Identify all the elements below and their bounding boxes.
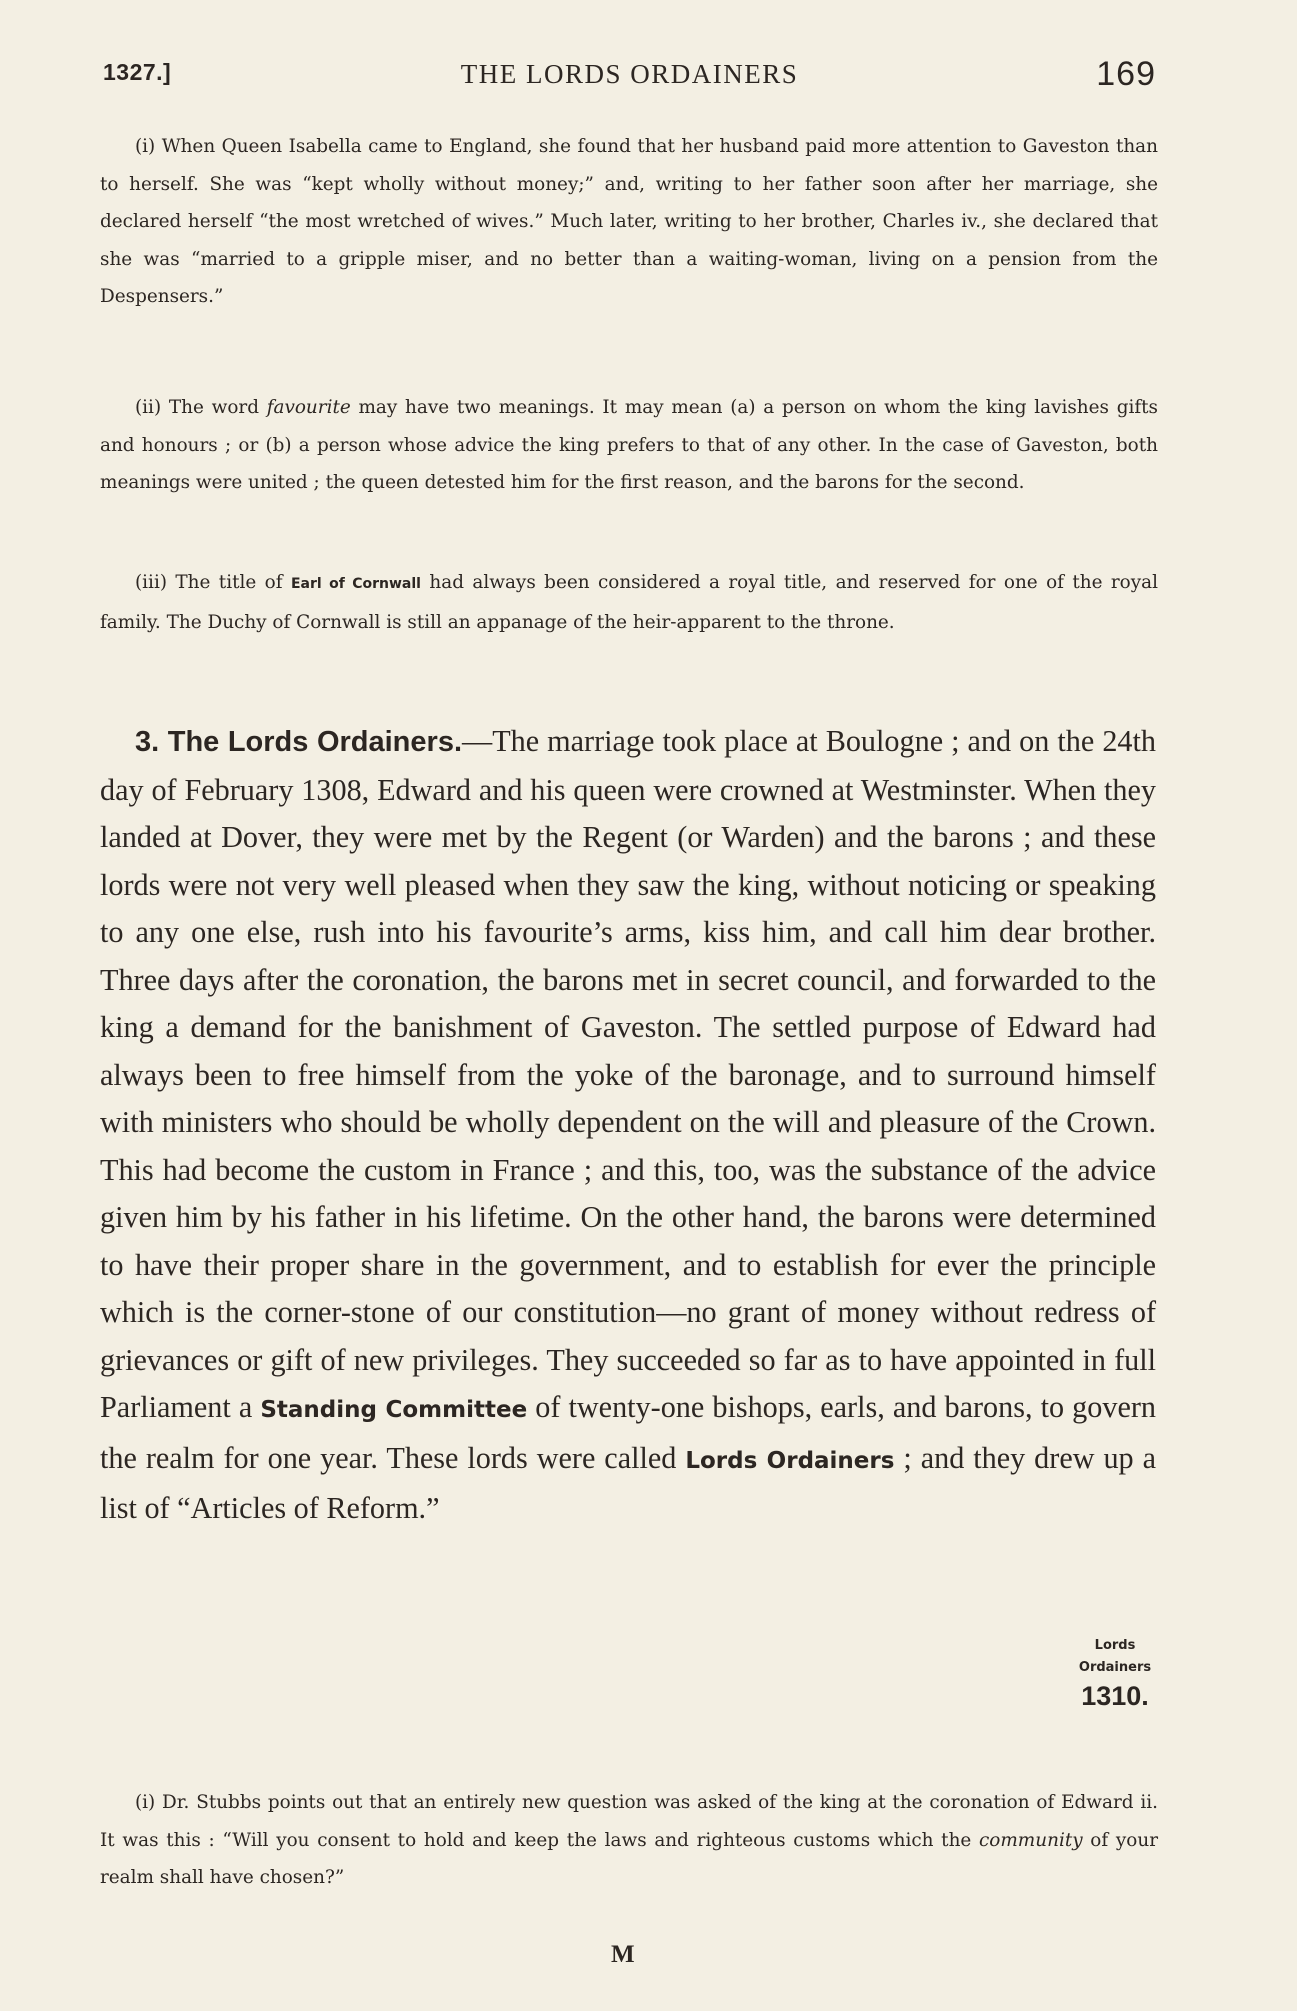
margin-note bbox=[1065, 1635, 1165, 1713]
margin-note-line: Ordainers bbox=[1078, 1660, 1152, 1675]
main-paragraph bbox=[100, 718, 1156, 1533]
signature-mark: M bbox=[611, 1941, 635, 1968]
running-header bbox=[103, 57, 1156, 97]
main-text: of twenty-one bishops, earls, and barons, to govern the realm for one year. These lords were called bbox=[100, 1390, 1156, 1475]
header-title: THE LORDS ORDAINERS bbox=[460, 59, 799, 89]
note-italic: community bbox=[979, 1829, 1083, 1851]
note-text: (iii) The title of bbox=[135, 572, 291, 593]
header-year: 1327.] bbox=[103, 59, 172, 85]
bold-term-standing-committee: Standing Committee bbox=[260, 1397, 528, 1423]
main-text: —The marriage took place at Boulogne ; and on the 24th day of February 1308, Edward and his queen were crowned at Westminster. When they landed at Dover, they were met by the Regent (or Warden) and the barons ; and these lords were not very well pleased when they saw the king, without noticing or speaking to any one else, rush into his favourite’s arms, kiss him, and call him dear brother. Three days after the coronation, the barons met in secret council, and forwarded to the king a demand for the banishment of Gaveston. The settled purpose of Edward had always been to free himself from the yoke of the baronage, and to surround himself with ministers who should be wholly dependent on the will and pleasure of the Crown. This had become the custom in France ; and this, too, was the substance of the advice given him by his father in his lifetime. On the other hand, the barons were determined to have their proper share in the government, and to establish for ever the principle which is the corner-stone of our constitution—no grant of money without redress of grievances or gift of new privileges. They succeeded so far as to have appointed in full Parliament a bbox=[100, 724, 1156, 1424]
note-text: of your realm shall have chosen?” bbox=[100, 1829, 1158, 1888]
note-italic: favourite bbox=[266, 397, 351, 418]
note-text: (i) Dr. Stubbs points out that an entirely new question was asked of the king at the coronation of Edward ii. It was this : “Will you consent to hold and keep the laws and righteous customs which the bbox=[100, 1792, 1158, 1851]
bold-term-lords-ordainers: Lords Ordainers bbox=[685, 1447, 895, 1474]
note-text: had always been considered a royal title, and reserved for one of the royal family. The Duchy of Cornwall is still an appanage of the heir-apparent to the throne. bbox=[100, 572, 1158, 633]
margin-note-line: Lords bbox=[1094, 1638, 1136, 1653]
margin-note-year: 1310. bbox=[1081, 1681, 1149, 1711]
footnote-iii-cornwall bbox=[100, 564, 1158, 641]
footnote-i-isabella bbox=[100, 128, 1158, 316]
note-text: (i) When Queen Isabella came to England, she found that her husband paid more attention to Gaveston than to herself. She was “kept wholly without money;” and, writing to her father soon after her marriage, she declared herself “the most wretched of wives.” Much later, writing to her brother, Charles iv., she declared that she was “married to a gripple miser, and no better than a waiting-woman, living on a pension from the Despensers.” bbox=[100, 136, 1158, 307]
section-heading: 3. The Lords Ordainers. bbox=[135, 726, 462, 758]
footnote-i-stubbs bbox=[100, 1784, 1158, 1897]
page-number: 169 bbox=[1096, 55, 1156, 93]
note-bold-term: Earl of Cornwall bbox=[290, 576, 421, 592]
main-text: ; and they drew up a list of “Articles of Reform.” bbox=[100, 1440, 1156, 1525]
note-text: may have two meanings. It may mean (a) a person on whom the king lavishes gifts and honours ; or (b) a person whose advice the king prefers to that of any other. In the case of Gaveston, both meanings were united ; the queen detested him for the first reason, and the barons for the second. bbox=[100, 397, 1158, 493]
footnote-ii-favourite bbox=[100, 389, 1158, 502]
note-text: (ii) The word bbox=[135, 397, 267, 418]
